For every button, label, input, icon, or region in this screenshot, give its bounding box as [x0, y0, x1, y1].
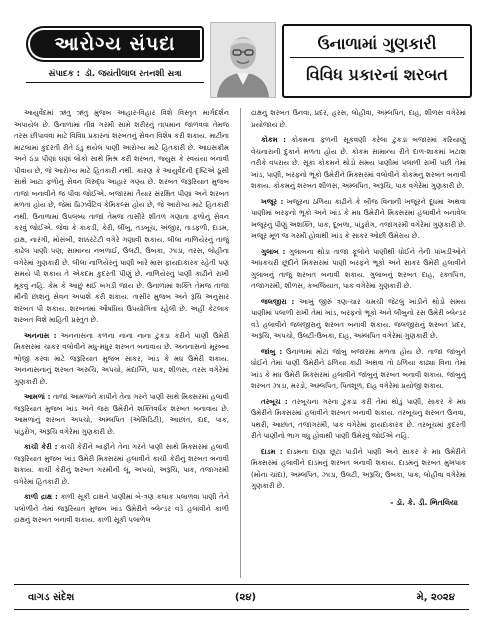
column-masthead — [26, 26, 204, 81]
paragraph-heading: આમળાં : — [24, 393, 51, 401]
column-divider — [240, 108, 241, 578]
article-paragraph: જલજીરા : આખું જીરું ત્રણ-ચાર ચમચી જેટલું ખાંડીને થોડો સમય પાણીમાં પલાળી રાખી તેમાં ખાંડ, બરફનો ભૂકો અને લીંબુનો રસ ઉમેરી બ્લેન્ડર વડે હલાવીને જલજીરાનું શરબત બનાવી શકાય. જલજીરાનું શરબત પ્રદર, અરૂચિ, અપચો, ઉલટી-ઉબકા, દાહ, અમ્લપિત વગેરેમાં ગુણકારી છે. — [251, 297, 466, 340]
article-paragraph: આમળાં : તાજાં આમળાંને કાપીને તેના ગરને પાણી સાથે મિક્સરમાં હલાવી જરૂરિયાત મુજબ ખાંડ અને જરા ઉમેરીને શક્તિવર્ધક શરબત બનાવાય છે. આમળાંનું શરબત અપચો, અમ્લપિત (એસિડિટી), આછાંત, દાદ, પાક, પાંડુરોગ, અરૂચિ વગેરેમાં ગુણકારી છે. — [14, 393, 229, 436]
article-header — [14, 18, 469, 100]
right-column — [251, 108, 466, 580]
paragraph-heading: ગુલાબ : — [261, 247, 286, 256]
author-signature: - ડૉ. કે. ડી. ભિતલિયા — [390, 497, 458, 507]
portrait-illustration — [211, 23, 275, 97]
article-paragraph: તરબૂચ : તરબૂચના ગરના ટુકડા કરી તેમાં થોડું પાણી, સાકર કે મધ ઉમેરીને મિક્સરમાં હલાવીને શરબત બનાવી શકાય. તરબૂચનું શરબત ઉનવા, પથરી, આછાંત, તજાગરમી, પાક વગેરેમાં ફાયદાકારક છે. તરબૂચમાં કુદરતી રીતે પાણીનો ભાગ વધુ હોવાથી પાણી ઉમેરવું જોઈએ નહિ. — [251, 397, 466, 440]
article-paragraph: દાડમ : દાડમના દાણા છૂટા પાડીને પાણી અને સાકર કે મધ ઉમેરીને મિક્સરમાં હલાવીને દાડમનું શરબત બનાવી શકાય. દાડમનું શરબત મુખપાક (મોંના ચાંદા), અમ્લપિત, ઝાડા, ઉલટી, અરૂચિ, ઉબકા, પાક, લોહીવા વગેરેમાં ગુણકારી છે. — [251, 447, 466, 490]
editor-portrait — [210, 22, 276, 98]
left-column — [14, 108, 229, 580]
paragraph-heading: તરબૂચ : — [261, 397, 288, 406]
article-paragraph: કાચી કેરી : કાચી કેરીને બાફીને તેના ગરને પાણી સાથે મિક્સરમાં હલાવી જરૂરિયાત મુજબ ખાંડ ઉમેરી મિક્સરમાં હલાવીને કાચી કેરીનું શરબત બનાવી શકાય. કાચી કેરીનું શરબત ગરમીની લૂ, અપચો, અરૂચિ, પાક, તજાગરમી વગેરેમાં હિતકારી છે. — [14, 443, 229, 486]
page-number: (૨૪) — [234, 591, 257, 603]
topic-title-line2: વિવિધ પ્રકારનાં શરબત — [306, 65, 448, 84]
topic-title-box — [282, 24, 472, 98]
topic-title-line1: ઉનાળામાં ગુણકારી — [290, 31, 464, 58]
editor-name: ડૉ. જયંતીલાલ રતનશી સત્રા — [85, 69, 182, 79]
paragraph-heading: કાળી દ્રાક્ષ : — [24, 493, 58, 501]
article-paragraph: જાંબુ : ઉનાળામાં મોટાં જાંબુ બજારમાં મળતા હોય છે. તાજા જાંબુને ધોઈને તેમાં પાણી ઉમેરીને ઠળિયા કાઢી અથવા તો ઠળિયા કાઢ્યા વિના તેમાં ખાંડ કે મધ ઉમેરી મિક્સરમાં હલાવીને જાંબુનું શરબત બનાવી શકાય. જાંબુનું શરબત ઝાડા, મરડો, અમ્લપિત, પિતશૂળ, દાહ વગેરેમાં પ્રયોજી શકાય. — [251, 347, 466, 390]
article-paragraph: અનનાસ : અનનાસના કળના નાના નાના ટુકડા કરીને પાણી ઉમેરી મિક્સરમાં ચાકર વલોવીને મધુ-મધુર શરબત બનાવાય છે. અનનાસનો મૂરબ્બા ભોજી કરવા માટે જરૂરિયાત મુજબ સાકર, ખાંડ કે મધ ઉમેરી શકાય. અનનાસનાનું શરબત અરુચિ, અપચો, મંદાગ્નિ, પાક, શીળસ, તરસ વગેરેમાં ગુણકારી છે. — [14, 331, 229, 386]
article-paragraph: આયુર્વેદમાં ઋતુ ઋતુ મુજબ આહાર-વિહાર વિશે વિસ્તૃત માર્ગદર્શન અપાયેલ છે. ઉનાળામાં તીવ્ર ગરમી સામે શરીરનું તાપમાન જાળવવા તેમજ તરસ છીપાવવા માટે વિવિધ પ્રકારનાં શરબતનું સેવન વિશેષ કરી શકાય. માટીના માટલામાં કુદરતી રીતે ઠંડુ થયેલ પાણી આરોગ્ય માટે હિતકારી છે. આઇસક્રીમ અને ઠંડા પીણાં ઘણાં લોકો સાથે મિશ્ર કરી શરબત, જ્યુસ કે સ્વયંયા બનાવી પીવાય છે, જે આરોગ્ય માટે હિતકારી નથી. કારણ કે આયુર્વેદની દૃષ્ટિએ ઠૂસી સાથે ખાટા ફળોનું સેવન વિરુદ્ધ આહાર ગણ્ય છે. શરબત જરૂરિયાત મુજબ તાજા બનાવીને જ પીવા જોઈએ. બજારમાં તૈયાર સંરક્ષિત પીણાં અને શરબત મળતા હોય છે, જેમાં પ્રિઝર્વેટિવ કેમિકલ્સ હોય છે, જે આરોગ્ય માટે હિતકારી નથી. ઉનાળામાં ઉપલબ્ધ તાજાં તેમજ તાસીરે શીતળ ગણાતા ફળોનું સેવન કરવું જોઈએ. જેવા કે કાકડી, કેરી, લીંબુ, તડબૂચ, અંજીર, તાડફળી, દાડમ, દ્રાક્ષ, નારંગી, મોસંબી, શક્કરટેટી વગેરે ગણાવી શકાય. લીલા નાળિયેરનું તાજું કાઢેલ પાણી પણ, સામાન્ય નબળાઈ, ઉલટી, ઉબકા, ઝાડા, તરસ, લોહીના વગેરેમાં ગુણકારી છે. લીલા નાળિયેરનું પાણી બારે માસ ફાયદાકારક રહેતી પણ સમયે પી શકાય તે એકદમ કુદરતી પીણું છે. નાળિયેરનું પાણી કાઢીને રાખી મૂકવું નહિ. કેમ કે આછું થઈ બગડી જાય છે. ઉનાળામાં શક્તિ તેમજ તાજા મીની છાશનું સેવન અપાશે કરી શકાય. તાસીર મુજબ અને રૂચિ અનુસાર શરબત પી શકાય. શરબતમાં ઔષધિય ઉપયોગિતા રહેલી છે. અહીં કેટલાક શરબત વિશે માહિતી પ્રસ્તુત છે. — [14, 109, 229, 324]
paragraph-heading: જલજીરા : — [261, 297, 295, 306]
paragraph-heading: ખજૂર : — [261, 197, 284, 206]
page-footer — [14, 584, 469, 610]
paragraph-heading: દાડમ : — [261, 447, 283, 456]
article-paragraph: ખજૂર : ખજૂરના ઠળિયા કાઢીને કે બીજ વિનાની ખજૂરને દૂધમાં અથવા પાણીમાં બરફનો ભૂકો અને ખાંડ કે મધ ઉમેરીને મિક્સરમાં હલાવીને બનાવેલ ખજૂરનું પીણું અશક્તિ, પાક, દૂબળા, પાંડુરોગ, તજાગરમી વગેરેમાં ગુણકારી છે. ખજૂર મૂળ જ ગરમી હોવાથી ખાંડ કે સાકર ઓછી ઉમેરાય છે. — [251, 197, 466, 240]
editor-label: સંપાદક : — [48, 69, 81, 79]
paragraph-heading: કોકમ : — [261, 136, 286, 144]
paragraph-heading: અનનાસ : — [24, 331, 57, 340]
column-title: આરોગ્ય સંપદા — [26, 26, 204, 62]
article-paragraph: દ્રાક્ષનું શરબત ઉનવા, પ્રદર, હરસ, લોહીવા, અમ્લપિત, દાહ, શીળસ વગેરેમાં પ્રયોજાય છે. — [251, 109, 466, 129]
article-paragraph: કોકમ : કોકમના ફળની સૂકવણી કરેલા ટુકડા બજારમાં કરિયાણું વેચનારાની દુકાને મળતા હોય છે. કોકમ સામાન્ય રીતે દાળ-શાકમાં ખટાશ તરીકે વપરાય છે. સૂકા કોકમને થોડો સમય પાણીમાં પલાળી રાખી પછી તેમાં ખાંડ, પાણી, બરફનો ભૂકો ઉમેરીને મિક્સરમાં વલોવીને કોકમનું શરબત બનાવી શકાય. કોકમનું શરબત શીળસ, અમ્લપિત, અરૂચિ, પાક વગેરેમાં ગુણકારી છે. — [251, 136, 466, 190]
paragraph-heading: જાંબુ : — [261, 347, 283, 356]
issue-date: મે, ૨૦૨૪ — [416, 591, 455, 603]
magazine-name: વાગડ સંદેશ — [28, 591, 75, 603]
article-page — [14, 18, 469, 614]
editor-credit — [26, 66, 204, 83]
paragraph-heading: કાચી કેરી : — [24, 443, 58, 451]
article-paragraph: ગુલાબ : ગુલાબના થોડા તાજા ફૂલોને પાણીથી ધોઈને તેની પાંખડીઓને અધકચરી છૂંદીને મિક્સરમાં પાણી બરફને ભૂકો અને સાકર ઉમેરી હલાવીને ગુલાબનું તાજું શરબત બનાવી શકાય. ગુલાબનું શરબત દાહ, રક્તપિત્ત, તજાગરમી, શીળસ, કબજિયાત, પાક વગેરેમાં ગુણકારી છે. — [251, 247, 466, 290]
article-paragraph: કાળી દ્રાક્ષ : કાળી સૂકી દ્રાક્ષને પાણીમાં બે-ત્રણ કલાક પલાળવા પાણી તેને પલોળીને તેમાં જરૂરિયાત મુજબ ખાંડ ઉમેરીને બ્લેન્ડર વડે હલાવીને કાળી દ્રાક્ષનું શરબત બનાવી શકાય. કાળી સૂકી પલાળેલ — [14, 493, 229, 524]
